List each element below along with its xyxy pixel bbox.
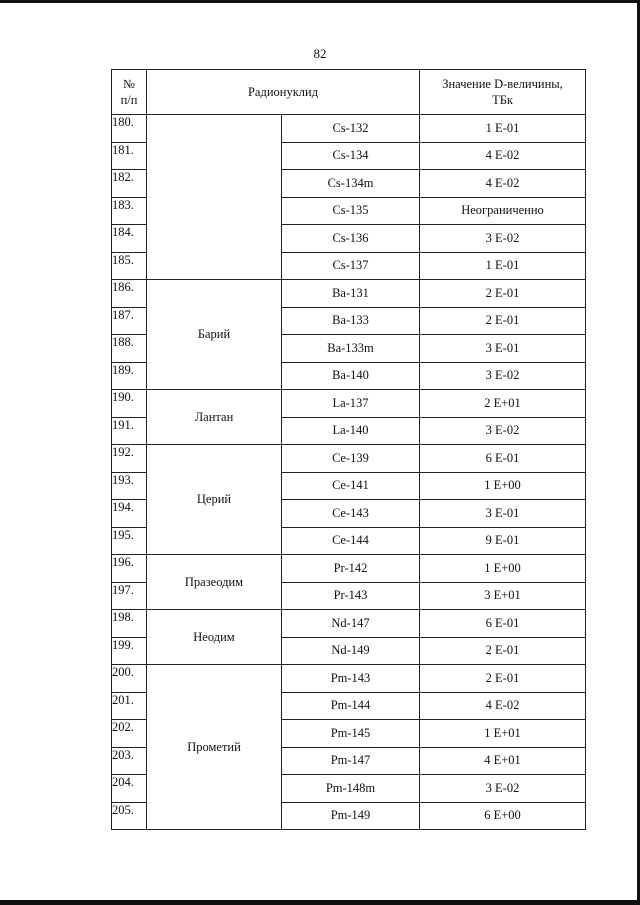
header-d-value [420, 70, 586, 115]
row-number: 190. [112, 390, 147, 418]
table-row [112, 610, 586, 638]
d-value: 3 E+01 [420, 582, 586, 610]
page-number: 82 [313, 46, 327, 61]
radionuclide-table [111, 69, 586, 830]
d-value: 1 E+01 [420, 720, 586, 748]
row-number: 188. [112, 335, 147, 363]
table-row [112, 445, 586, 473]
nuclide-name: La-137 [282, 390, 420, 418]
row-number: 197. [112, 582, 147, 610]
nuclide-name: Pm-149 [282, 802, 420, 830]
element-name: Празеодим [147, 555, 282, 610]
table-row [112, 555, 586, 583]
d-value: 1 E+00 [420, 555, 586, 583]
d-value: 2 E-01 [420, 637, 586, 665]
d-value: 2 E-01 [420, 280, 586, 308]
table-row [112, 280, 586, 308]
row-number: 196. [112, 555, 147, 583]
nuclide-name: Cs-134m [282, 170, 420, 198]
header-d-value-line1: Значение D-величины, [442, 77, 563, 91]
header-radionuclide: Радионуклид [147, 70, 420, 115]
nuclide-name: Ce-139 [282, 445, 420, 473]
d-value: 3 E-02 [420, 417, 586, 445]
row-number: 200. [112, 665, 147, 693]
d-value: Неограниченно [420, 197, 586, 225]
row-number: 204. [112, 775, 147, 803]
row-number: 189. [112, 362, 147, 390]
row-number: 182. [112, 170, 147, 198]
d-value: 3 E-02 [420, 775, 586, 803]
nuclide-name: Ba-133 [282, 307, 420, 335]
row-number: 193. [112, 472, 147, 500]
d-value: 3 E-02 [420, 225, 586, 253]
nuclide-name: Pr-142 [282, 555, 420, 583]
row-number: 194. [112, 500, 147, 528]
table-row [112, 390, 586, 418]
d-value: 9 E-01 [420, 527, 586, 555]
row-number: 195. [112, 527, 147, 555]
header-number-symbol: № [123, 77, 135, 91]
nuclide-name: Ba-140 [282, 362, 420, 390]
nuclide-name: Cs-136 [282, 225, 420, 253]
row-number: 205. [112, 802, 147, 830]
d-value: 6 E-01 [420, 445, 586, 473]
header-d-value-unit: ТБк [492, 93, 513, 107]
d-value: 6 E-01 [420, 610, 586, 638]
header-number-abbr: п/п [120, 93, 138, 107]
row-number: 180. [112, 115, 147, 143]
d-value: 4 E-02 [420, 142, 586, 170]
d-value: 1 E+00 [420, 472, 586, 500]
table-header-row [112, 70, 586, 115]
nuclide-name: Pm-147 [282, 747, 420, 775]
nuclide-name: La-140 [282, 417, 420, 445]
row-number: 191. [112, 417, 147, 445]
scan-border-bottom [0, 900, 640, 905]
row-number: 198. [112, 610, 147, 638]
element-name: Барий [147, 280, 282, 390]
d-value: 4 E-02 [420, 692, 586, 720]
table-row [112, 115, 586, 143]
table-body [112, 115, 586, 830]
d-value: 2 E-01 [420, 665, 586, 693]
nuclide-name: Ce-143 [282, 500, 420, 528]
scan-border-top [0, 0, 640, 3]
row-number: 184. [112, 225, 147, 253]
nuclide-name: Ce-144 [282, 527, 420, 555]
row-number: 202. [112, 720, 147, 748]
row-number: 201. [112, 692, 147, 720]
row-number: 185. [112, 252, 147, 280]
nuclide-name: Pm-148m [282, 775, 420, 803]
row-number: 187. [112, 307, 147, 335]
element-name: Лантан [147, 390, 282, 445]
element-name: Неодим [147, 610, 282, 665]
nuclide-name: Cs-135 [282, 197, 420, 225]
row-number: 203. [112, 747, 147, 775]
row-number: 199. [112, 637, 147, 665]
nuclide-name: Pm-144 [282, 692, 420, 720]
nuclide-name: Pr-143 [282, 582, 420, 610]
d-value: 3 E-01 [420, 335, 586, 363]
nuclide-name: Cs-134 [282, 142, 420, 170]
nuclide-name: Cs-132 [282, 115, 420, 143]
d-value: 4 E+01 [420, 747, 586, 775]
table-row [112, 665, 586, 693]
nuclide-name: Ce-141 [282, 472, 420, 500]
d-value: 3 E-01 [420, 500, 586, 528]
nuclide-name: Pm-143 [282, 665, 420, 693]
d-value: 6 E+00 [420, 802, 586, 830]
element-name [147, 115, 282, 280]
element-name: Церий [147, 445, 282, 555]
nuclide-name: Ba-133m [282, 335, 420, 363]
nuclide-name: Nd-147 [282, 610, 420, 638]
d-value: 4 E-02 [420, 170, 586, 198]
d-value: 2 E-01 [420, 307, 586, 335]
header-number [112, 70, 147, 115]
nuclide-name: Cs-137 [282, 252, 420, 280]
d-value: 3 E-02 [420, 362, 586, 390]
row-number: 183. [112, 197, 147, 225]
d-value: 1 E-01 [420, 252, 586, 280]
row-number: 181. [112, 142, 147, 170]
nuclide-name: Pm-145 [282, 720, 420, 748]
row-number: 186. [112, 280, 147, 308]
row-number: 192. [112, 445, 147, 473]
d-value: 2 E+01 [420, 390, 586, 418]
nuclide-name: Nd-149 [282, 637, 420, 665]
d-value: 1 E-01 [420, 115, 586, 143]
element-name: Прометий [147, 665, 282, 830]
nuclide-name: Ba-131 [282, 280, 420, 308]
